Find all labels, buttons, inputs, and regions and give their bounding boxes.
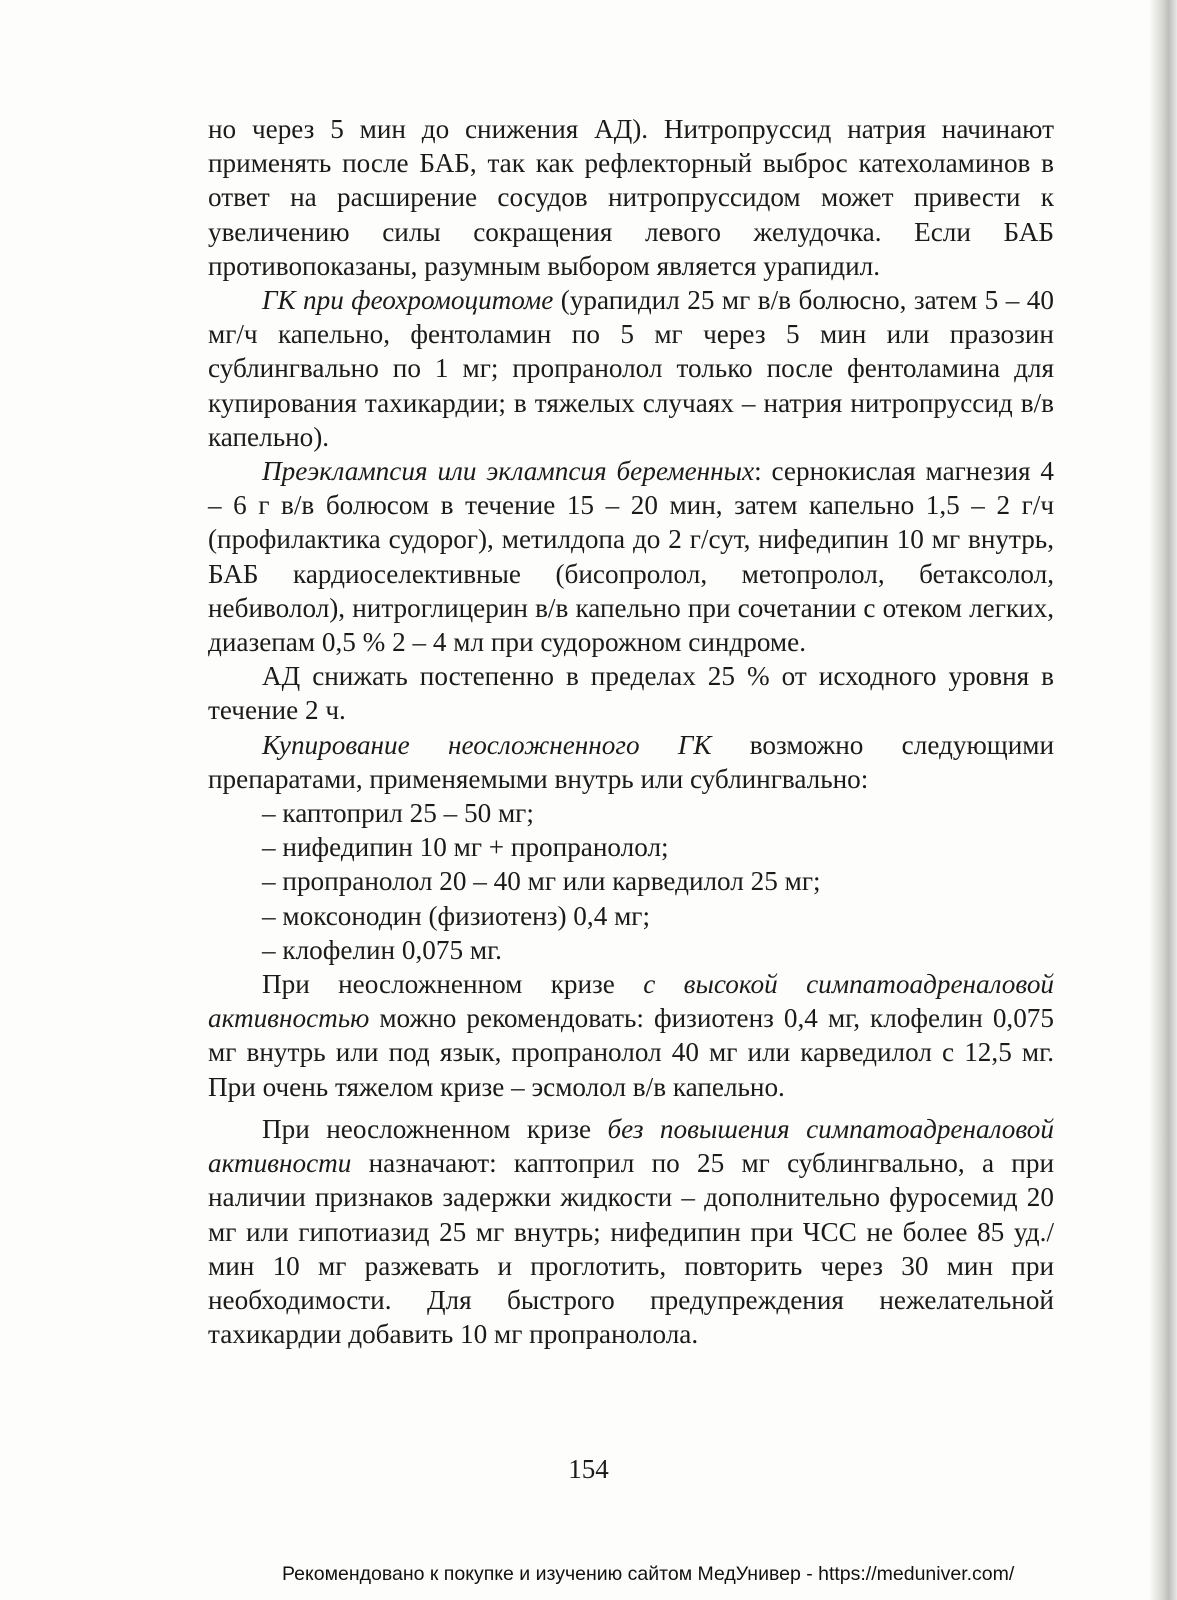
paragraph-pheochromocytoma: ГК при феохромоцитоме (урапидил 25 мг в/в болюсно, затем 5 – 40 мг/ч капельно, фентоламин по 5 мг через 5 мин или празозин сублингвально по 1 мг; пропранолол только после фентоламина для купирования тахикардии; в тяжелых случаях – натрия нитропруссид в/в капельно). <box>208 285 1054 452</box>
paragraph-high-sympathoadrenal: При неосложненном кризе с высокой симпатоадреналовой активностью можно рекомендовать: физиотенз 0,4 мг, клофелин 0,075 мг внутрь или под язык, пропранолол 40 мг или карведилол с 12,5 мг. При очень тяжелом кризе – эсмолол в/в капельно. <box>208 969 1055 1102</box>
list-item: – каптоприл 25 – 50 мг; <box>262 798 534 829</box>
paragraph-no-sympathoadrenal: При неосложненном кризе без повышения симпатоадреналовой активности назначают: каптоприл по 25 мг сублингвально, а при наличии признаков задержки жидкости – дополнительно фуросемид 20 мг или гипотиазид 25 мг внутрь; нифедипин при ЧСС не более 85 уд./мин 10 мг разжевать и проглотить, повторить через 30 мин при необходимости. Для быстрого предупреждения нежелательной тахикардии добавить 10 мг пропранолола. <box>208 1113 1054 1350</box>
italic-term: Преэклампсия или эклампсия беременных <box>262 456 755 487</box>
scan-edge-shadow <box>1149 0 1177 1600</box>
list-item: – пропранолол 20 – 40 мг или карведилол 25 мг; <box>262 866 821 897</box>
italic-term: Купирование неосложненного ГК <box>262 729 712 760</box>
list-item: – нифедипин 10 мг + пропранолол; <box>262 832 669 863</box>
paragraph-bp-reduction: АД снижать постепенно в пределах 25 % от исходного уровня в течение 2 ч. <box>208 661 1054 726</box>
page-body <box>208 112 1054 1351</box>
italic-term: ГК при феохромоцитоме <box>262 285 554 316</box>
list-item: – моксонодин (физиотенз) 0,4 мг; <box>262 900 650 931</box>
italic-term: с высокой симпатоадреналовой активностью <box>208 969 1055 1034</box>
drug-list <box>208 796 1054 967</box>
page-number: 154 <box>568 1454 609 1484</box>
footer-watermark: Рекомендовано к покупке и изучению сайтом МедУнивер - https://meduniver.com/ <box>282 1563 1015 1585</box>
paragraph-1: но через 5 мин до снижения АД). Нитропруссид натрия начинают применять после БАБ, так как рефлекторный выброс катехоламинов в ответ на расширение сосудов нитропруссидом может привести к увеличению силы сокращения левого желудочка. Если БАБ противопоказаны, разумным выбором является урапидил. <box>208 114 1054 281</box>
paragraph-uncomplicated-crisis: Купирование неосложненного ГК возможно следующими препаратами, применяемыми внутрь или сублингвально: <box>208 729 1054 794</box>
list-item: – клофелин 0,075 мг. <box>262 934 502 965</box>
italic-term: без повышения симпатоадреналовой активности <box>208 1113 1054 1179</box>
paragraph-preeclampsia: Преэклампсия или эклампсия беременных: сернокислая магнезия 4 – 6 г в/в болюсом в течение 15 – 20 мин, затем капельно 1,5 – 2 г/ч (профилактика судорог), метилдопа до 2 г/сут, нифедипин 10 мг внутрь, БАБ кардиоселективные (бисопролол, метопролол, бетаксолол, небиволол), нитроглицерин в/в капельно при сочетании с отеком легких, диазепам 0,5 % 2 – 4 мл при судорожном синдроме. <box>208 456 1054 658</box>
